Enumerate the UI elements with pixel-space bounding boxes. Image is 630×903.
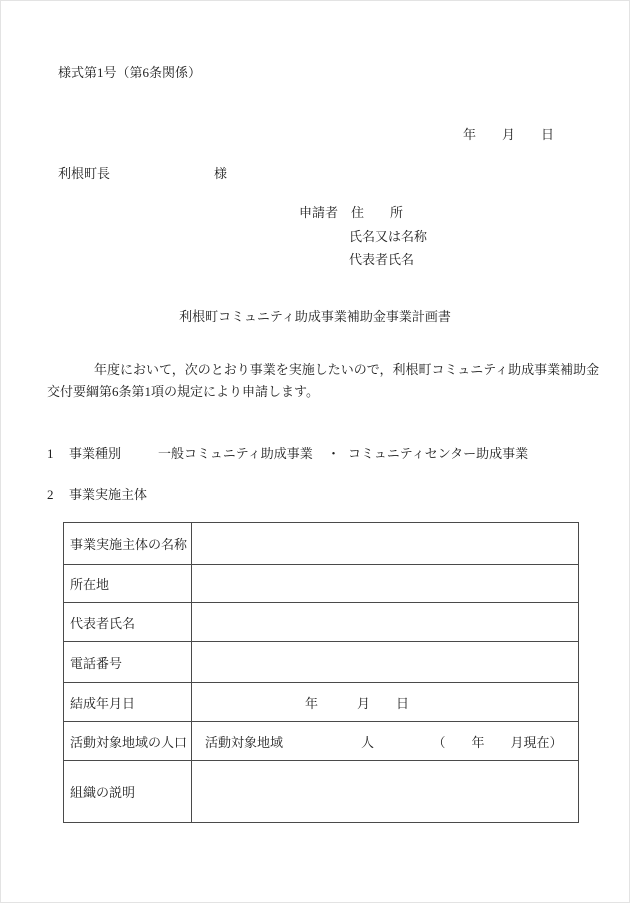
- applicant-representative-line: 代表者氏名: [349, 252, 415, 267]
- row-label: 結成年月日: [64, 683, 192, 721]
- row-value-blank: [192, 603, 578, 641]
- issue-date-line: 年 月 日: [463, 127, 555, 142]
- entity-details-table: [63, 522, 579, 823]
- row-label: 電話番号: [64, 642, 192, 682]
- applicant-name-line: 氏名又は名称: [349, 229, 428, 244]
- table-row-entity-name: [64, 523, 578, 565]
- section-2-number: 2: [47, 487, 54, 502]
- row-label: 所在地: [64, 565, 192, 602]
- section-1-number: 1: [47, 446, 54, 461]
- section-1-label: 事業種別: [69, 446, 122, 461]
- form-number: 様式第1号（第6条関係）: [58, 65, 202, 80]
- table-row-formation-date: [64, 683, 578, 722]
- business-type-separator-dot: ・: [327, 446, 341, 461]
- table-row-target-population: [64, 722, 578, 761]
- table-row-location: [64, 565, 578, 603]
- row-value-blank: [192, 523, 578, 564]
- business-type-option-general: 一般コミュニティ助成事業: [158, 446, 313, 461]
- row-value-blank: [192, 565, 578, 602]
- row-value-blank: [192, 761, 578, 822]
- row-value-population-placeholder: 活動対象地域 人 （ 年 月現在）: [205, 734, 563, 750]
- table-row-phone: [64, 642, 578, 683]
- body-paragraph-line-2: 交付要綱第6条第1項の規定により申請します。: [47, 384, 319, 399]
- row-value-date-placeholder: 年 月 日: [305, 695, 410, 711]
- table-row-representative: [64, 603, 578, 642]
- row-label: 活動対象地域の人口: [64, 722, 192, 760]
- table-row-organization-description: [64, 761, 578, 822]
- section-2-label: 事業実施主体: [69, 487, 148, 502]
- row-label: 代表者氏名: [64, 603, 192, 641]
- row-value-blank: [192, 642, 578, 682]
- row-label: 組織の説明: [64, 761, 192, 822]
- document-title: 利根町コミュニティ助成事業補助金事業計画書: [179, 309, 451, 324]
- addressee-line: 利根町長 様: [58, 166, 228, 181]
- row-label: 事業実施主体の名称: [64, 523, 192, 564]
- applicant-address-line: 申請者 住 所: [299, 205, 404, 220]
- body-paragraph-line-1: 年度において，次のとおり事業を実施したいので，利根町コミュニティ助成事業補助金: [94, 362, 600, 377]
- business-type-option-community-center: コミュニティセンター助成事業: [348, 446, 529, 461]
